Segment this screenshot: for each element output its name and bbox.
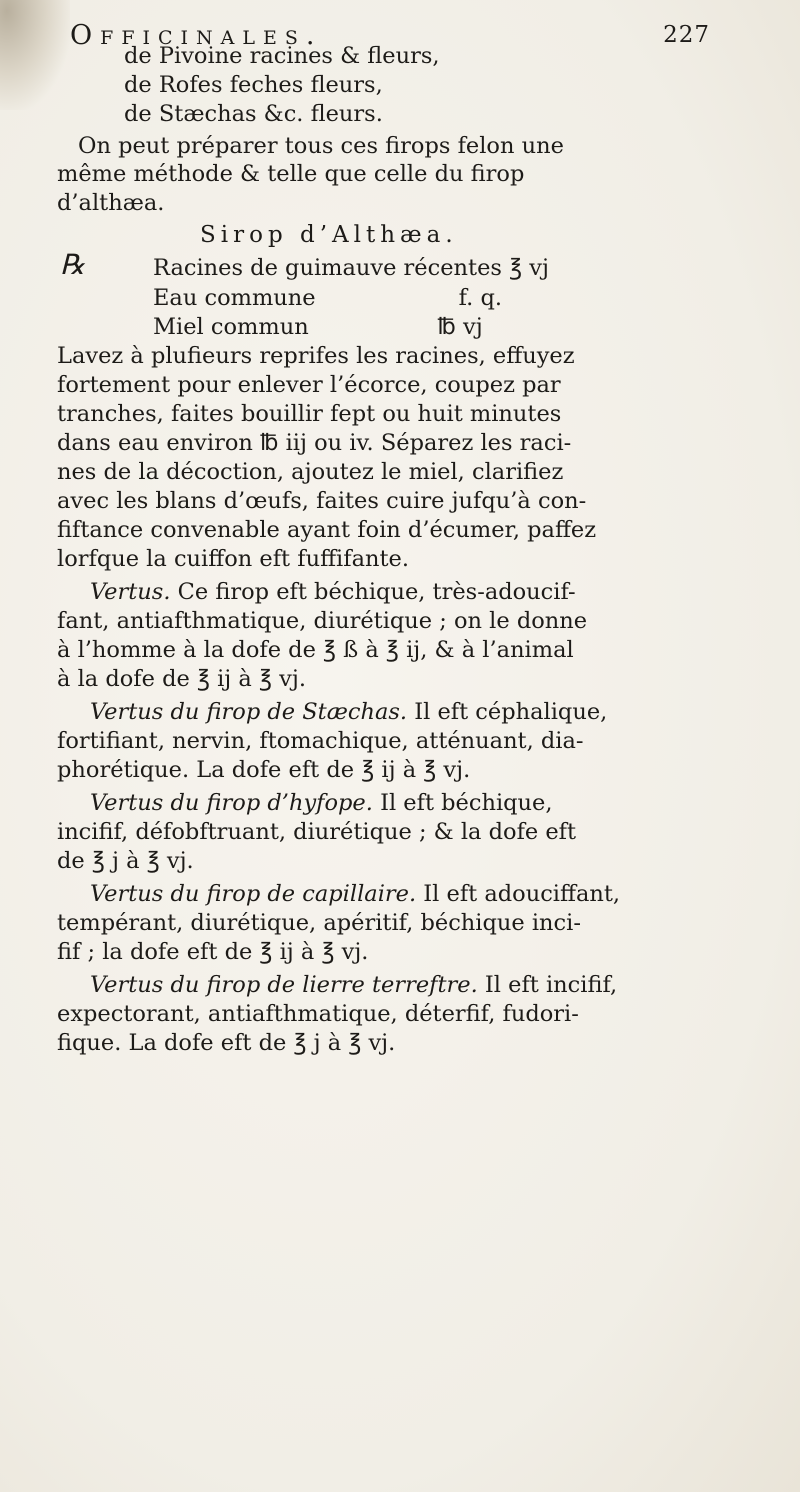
line-text: fique. La dofe eft de ℥ j à ℥ vj. [57,1030,396,1056]
text-line [57,847,194,876]
text-line [57,458,563,487]
line-text: incifif, défobftruant, diurétique ; & la dofe eft [57,819,577,845]
text-line [57,342,575,371]
text-line [57,607,587,636]
line-text: Il eft incifif, [484,972,618,998]
section-heading: Vertus du firop de capillaire. [90,881,417,907]
line-text: tempérant, diurétique, apéritif, béchique inci- [57,910,581,936]
line-text: fiftance convenable ayant foin d’écumer, paffez [57,517,597,543]
line-text: nes de la décoction, ajoutez le miel, clarifiez [57,459,564,485]
text-line [90,578,576,607]
line-text: Il eft céphalique, [414,699,608,725]
text-line [90,971,617,1000]
line-text: On peut préparer tous ces firops felon une [78,133,564,159]
section-heading: Vertus du firop de Stæchas. [90,699,408,725]
text-line [57,818,576,847]
text-line [90,880,620,909]
line-text: fortifiant, nervin, ftomachique, atténuant, dia- [57,728,584,754]
line-text: dans eau environ ℔ iij ou iv. Séparez les raci- [57,430,572,456]
text-line [57,516,596,545]
line-text: Il eft adouciffant, [423,881,621,907]
line-text: Lavez à plufieurs reprifes les racines, effuyez [57,343,575,369]
text-line [57,938,368,967]
line-text: Racines de guimauve récentes ℥ vj [153,255,549,281]
text-line [90,789,553,818]
section-heading: Vertus du firop de lierre terreftre. [90,972,478,998]
text-line [124,71,383,100]
text-line [57,727,584,756]
text-line [57,487,586,516]
line-text: phorétique. La dofe eft de ℥ ij à ℥ vj. [57,757,471,783]
line-text: d’althæa. [57,190,165,216]
line-text: de Rofes feches fleurs, [124,72,383,98]
paper-stain [0,0,70,110]
line-text: fortement pour enlever l’écorce, coupez par [57,372,561,398]
text-line [57,1029,395,1058]
line-text: de Pivoine racines & fleurs, [124,43,440,69]
line-text: avec les blans d’œufs, faites cuire jufqu’à con- [57,488,587,514]
line-text: à la dofe de ℥ ij à ℥ vj. [57,666,306,692]
text-line [57,371,561,400]
line-text: fif ; la dofe eft de ℥ ij à ℥ vj. [57,939,369,965]
text-line [57,189,164,218]
line-text: de Stæchas &c. fleurs. [124,101,383,127]
line-text: Sirop d’Althæa. [200,222,458,248]
line-text: lorfque la cuiffon eft fuffifante. [57,546,409,572]
recipe-symbol-icon: ℞ [60,248,86,281]
line-text: expectorant, antiafthmatique, déterfif, fudori- [57,1001,579,1027]
line-text: fant, antiafthmatique, diurétique ; on le donne [57,608,588,634]
line-text: de ℥ j à ℥ vj. [57,848,194,874]
text-line [57,665,306,694]
text-line [200,221,458,250]
header-title: Officinales. [70,20,323,51]
text-line [57,400,561,429]
text-line [57,756,470,785]
text-line [57,636,574,665]
text-line [90,698,607,727]
text-line [153,313,483,342]
text-line [57,909,581,938]
text-line [124,100,383,129]
text-line [57,1000,579,1029]
line-text: Miel commun ℔ vj [153,314,483,340]
line-text: tranches, faites bouillir fept ou huit minutes [57,401,562,427]
page-number: 227 [663,22,710,48]
line-text: Eau commune f. q. [153,285,503,311]
section-heading: Vertus. [90,579,171,605]
text-line [153,254,549,283]
text-line [78,132,564,161]
text-line [153,284,502,313]
section-heading: Vertus du firop d’hyfope. [90,790,373,816]
line-text: à l’homme à la dofe de ℥ ß à ℥ ij, & à l’animal [57,637,574,663]
text-line [57,160,524,189]
line-text: Ce firop eft béchique, très-adoucif- [177,579,576,605]
line-text: même méthode & telle que celle du firop [57,161,525,187]
text-line [124,42,440,71]
text-line [57,545,409,574]
line-text: Il eft béchique, [380,790,553,816]
text-line [57,429,571,458]
